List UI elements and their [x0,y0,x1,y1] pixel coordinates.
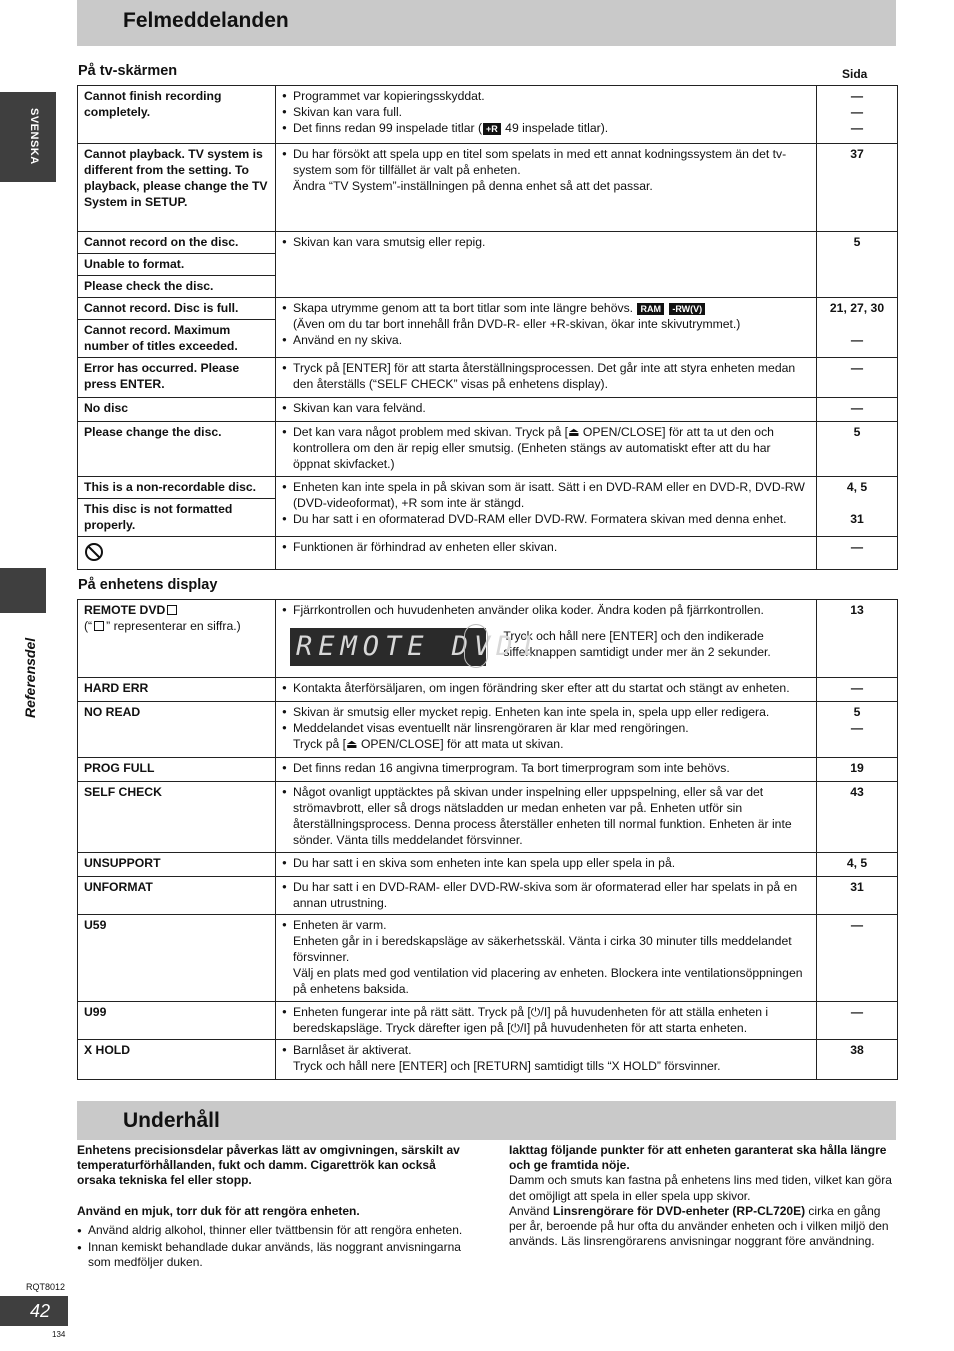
digit-box-icon [94,621,104,631]
disc-badge: +R [483,123,501,135]
table-row [78,422,898,477]
message-cell: Cannot finish recording completely. [78,86,276,144]
page-cell: — [817,915,898,1002]
description-cell [276,877,817,915]
page-cell: 43 [817,782,898,853]
section-tab-label: Referensdel [22,637,38,718]
table-row [78,358,898,398]
maintenance-intro: Enhetens precisionsdelar påverkas lätt av omgivningen, särskilt av temperaturförhållanden, fukt och damm. Cigarettrök kan också orsaka tekniska fel eller stopp. [77,1143,460,1188]
page-cell: 4, 5 [817,853,898,877]
message-cell [78,600,276,678]
disc-badge: RAM [637,303,664,315]
tv-screen-heading: På tv-skärmen [78,63,178,79]
description-cell [276,853,817,877]
page-ref: — [850,333,864,347]
table-row [78,678,898,702]
description-cell [276,782,817,853]
page-ref: — [850,121,864,135]
description-item: ● Det kan vara något problem med skivan. Tryck på [⏏ OPEN/CLOSE] för att ta ut den och kontrollera om den är repig eller smutsig. (Enheten stängs av automatiskt efter att du har öppnat skivfacket.) [282,424,810,472]
page-cell [817,702,898,758]
section-title-bar [77,1101,896,1140]
maintenance-left-column [77,1143,477,1270]
description-item: ● Skivan är smutsig eller mycket repig. Enheten kan inte spela in, spela upp eller redigera. [282,704,810,720]
tv-messages-table [77,85,898,570]
table-row [78,86,898,144]
page-cell [817,86,898,144]
display-messages-table [77,599,898,1080]
paragraph-text: Använd [509,1203,554,1218]
description-item: Ändra “TV System”-inställningen på denna enhet så att det passar. [293,179,653,193]
page-ref: — [850,105,864,119]
message-cell: Cannot record. Disc is full. [78,298,276,320]
page-sub-number: 134 [52,1330,66,1339]
display-heading: På enhetens display [78,577,218,593]
description-item: ● Enheten fungerar inte på rätt sätt. Tryck på [⏻/I] på huvudenheten för att ställa enheten i beredskapsläge. Tryck därefter igen på [⏻/I] på huvudenheten för att starta enheten. [282,1004,810,1036]
highlight-circle [464,624,488,668]
table-row [78,144,898,232]
description-item: ● Du har satt i en DVD-RAM- eller DVD-RW-skiva som är oformaterad eller har spelats in på en annan utrustning. [282,879,810,911]
description-item: ● Fjärrkontrollen och huvudenheten använder olika koder. Ändra koden på fjärrkontrollen. [282,602,810,618]
description-item: ● Barnlåset är aktiverat. [282,1042,810,1058]
table-row [78,298,898,320]
description-cell [276,477,817,537]
description-cell [276,678,817,702]
lcd-text: REMOTE DVD1 [296,631,541,662]
table-row [78,702,898,758]
message-cell: Please change the disc. [78,422,276,477]
description-cell [276,600,817,678]
page-column-heading: Sida [842,67,868,81]
message-subtext [84,618,269,634]
section-title-bar [77,0,896,46]
description-item [282,120,810,136]
paragraph-text: cirka en gång per år, beroende på hur ofta du använder enheten och i vilken miljö den används. Läs linsrengörarens anvisningar noggrant före användning. [509,1203,889,1249]
maintenance-bullet: ● Innan kemiskt behandlade dukar används, läs noggrant anvisningarna som medföljer duken. [77,1240,477,1270]
lcd-display [290,628,541,666]
page-cell: 13 [817,600,898,678]
message-cell: SELF CHECK [78,782,276,853]
table-row [78,915,898,1002]
table-row [78,1040,898,1080]
page-title: Felmeddelanden [123,9,289,32]
description-item [282,300,810,316]
description-item: ● Skivan kan vara felvänd. [282,400,810,416]
message-cell: This disc is not formatted properly. [78,499,276,537]
page-cell: 5 [817,422,898,477]
page-ref: 4, 5 [846,480,868,494]
message-cell: Unable to format. [78,254,276,276]
maintenance-right-column [509,1143,899,1249]
description-cell [276,298,817,358]
description-item: ● Kontakta återförsäljaren, om ingen förändring sker efter att du startat och stängt av enheten. [282,680,810,696]
maintenance-paragraph [509,1204,899,1250]
description-item: ● Tryck på [ENTER] för att starta återställningsprocessen. Det går inte att styra enheten medan den återställs (“SELF CHECK” visas på enhetens display). [282,360,810,392]
description-cell [276,232,817,298]
page-ref: — [850,89,864,103]
description-cell [276,422,817,477]
message-cell: U59 [78,915,276,1002]
section-tab [0,568,46,613]
message-cell: UNSUPPORT [78,853,276,877]
description-cell [276,1040,817,1080]
description-item: (Även om du tar bort innehåll från DVD-R- eller +R-skivan, ökar inte skivutrymmet.) [293,317,741,331]
description-item: ● Använd en ny skiva. [282,332,810,348]
description-item: ● Enheten är varm. [282,917,810,933]
table-row [78,782,898,853]
description-item: ● Meddelandet visas eventuellt när linsrengöraren är klar med rengöringen. [282,720,810,736]
lcd-note: Tryck och håll nere [ENTER] och den indikerade sifferknappen samtidigt under mer än 2 sekunder. [503,629,771,659]
message-cell: Error has occurred. Please press ENTER. [78,358,276,398]
page-ref: — [850,721,864,735]
language-tab-label: SVENSKA [28,108,40,165]
description-item: ● Enheten kan inte spela in på skivan som är isatt. Sätt i en DVD-RAM eller en DVD-R, DVD-RW (DVD-videoformat), +R som inte är stängd. [282,479,810,511]
description-item: ● Du har satt i en skiva som enheten inte kan spela upp eller spela in på. [282,855,810,871]
description-item: ● Du har satt i en oformaterad DVD-RAM eller DVD-RW. Formatera skivan med denna enhet. [282,511,810,527]
table-row [78,1002,898,1040]
product-name: Linsrengörare för DVD-enheter (RP-CL720E) [553,1203,806,1218]
table-row [78,877,898,915]
description-cell [276,86,817,144]
description-text: Skapa utrymme genom att ta bort titlar som inte längre behövs. [293,301,634,315]
table-row [78,853,898,877]
description-cell [276,1002,817,1040]
description-cell [276,702,817,758]
description-text: 49 inspelade titlar). [501,121,609,135]
page-cell: 37 [817,144,898,232]
message-cell: X HOLD [78,1040,276,1080]
description-item: Enheten går in i beredskapsläge av säkerhetsskäl. Vänta i cirka 30 minuter tills meddelandet försvinner. [293,934,792,964]
description-cell [276,915,817,1002]
page-cell: 5 [817,232,898,298]
description-item: ● Programmet var kopieringsskyddat. [282,88,810,104]
description-cell [276,398,817,422]
description-item: ● Något ovanligt upptäcktes på skivan under inspelning eller uppspelning, eller så var det strömavbrott, eller så drogs nätsladden ur medan enheten var på. Enheten utför sin återställningsprocess. Denna process återställer enheten till normal funktion. Enheten är inte sönder. Vänta tills meddelandet försvinner. [282,784,810,848]
page-ref: 31 [850,512,864,526]
description-cell [276,758,817,782]
table-row [78,477,898,499]
maintenance-bullet: ● Använd aldrig alkohol, thinner eller tvättbensin för att rengöra enheten. [77,1223,477,1238]
table-row [78,758,898,782]
page-number: 42 [0,1296,68,1326]
prohibited-icon [84,542,104,562]
page-cell: — [817,398,898,422]
table-row [78,537,898,570]
description-item: ● Det finns redan 16 angivna timerprogram. Ta bort timerprogram som inte behövs. [282,760,810,776]
page-cell: — [817,537,898,570]
message-cell: Cannot record. Maximum number of titles exceeded. [78,320,276,358]
maintenance-intro: Iakttag följande punkter för att enheten garanterat ska hålla längre och ge framtida nöje. [509,1143,887,1173]
message-cell: Please check the disc. [78,276,276,298]
maintenance-paragraph: Damm och smuts kan fastna på enhetens lins med tiden, vilket kan göra det omöjligt att spela in eller spela upp skivor. [509,1173,892,1203]
message-text: REMOTE DVD [84,603,166,617]
description-cell [276,144,817,232]
page-cell [817,477,898,537]
message-cell [78,537,276,570]
message-cell: HARD ERR [78,678,276,702]
page-cell: 19 [817,758,898,782]
page-cell: — [817,1002,898,1040]
page-ref: 21, 27, 30 [829,301,885,315]
description-cell [276,537,817,570]
description-item: Tryck på [⏏ OPEN/CLOSE] för att mata ut skivan. [293,737,564,751]
subtext-part: (“ [84,619,93,633]
message-cell: U99 [78,1002,276,1040]
description-item: Tryck och håll nere [ENTER] och [RETURN] samtidigt tills “X HOLD” försvinner. [293,1059,721,1073]
table-row [78,398,898,422]
digit-box-icon [167,605,177,615]
description-item: Välj en plats med god ventilation vid placering av enheten. Blockera inte ventilationsöppningen på enhetens baksida. [293,966,803,996]
page-cell: 38 [817,1040,898,1080]
section-title: Underhåll [123,1109,220,1132]
page-ref: 5 [853,705,861,719]
description-item: ● Skivan kan vara smutsig eller repig. [282,234,810,250]
lcd-example [282,618,810,670]
message-cell: Cannot record on the disc. [78,232,276,254]
maintenance-subheading: Använd en mjuk, torr duk för att rengöra enheten. [77,1203,360,1218]
document-code: RQT8012 [26,1282,66,1292]
page-cell: — [817,678,898,702]
page-cell: 31 [817,877,898,915]
page-cell [817,298,898,358]
description-item: ● Du har försökt att spela upp en titel som spelats in med ett annat kodningssystem än det tv-system som för tillfället är valt på enheten. [282,146,810,178]
message-cell: PROG FULL [78,758,276,782]
message-cell: Cannot playback. TV system is different from the setting. To playback, please change the TV System in SETUP. [78,144,276,232]
subtext-part: ” representerar en siffra.) [106,619,241,633]
message-cell: NO READ [78,702,276,758]
description-item: ● Funktionen är förhindrad av enheten eller skivan. [282,539,810,555]
page-cell: — [817,358,898,398]
description-item: ● Skivan kan vara full. [282,104,810,120]
description-text: Det finns redan 99 inspelade titlar ( [293,121,483,135]
disc-badge: -RW(V) [669,303,705,315]
table-row [78,232,898,254]
table-row [78,600,898,678]
message-cell: This is a non-recordable disc. [78,477,276,499]
message-cell: UNFORMAT [78,877,276,915]
message-cell: No disc [78,398,276,422]
description-cell [276,358,817,398]
